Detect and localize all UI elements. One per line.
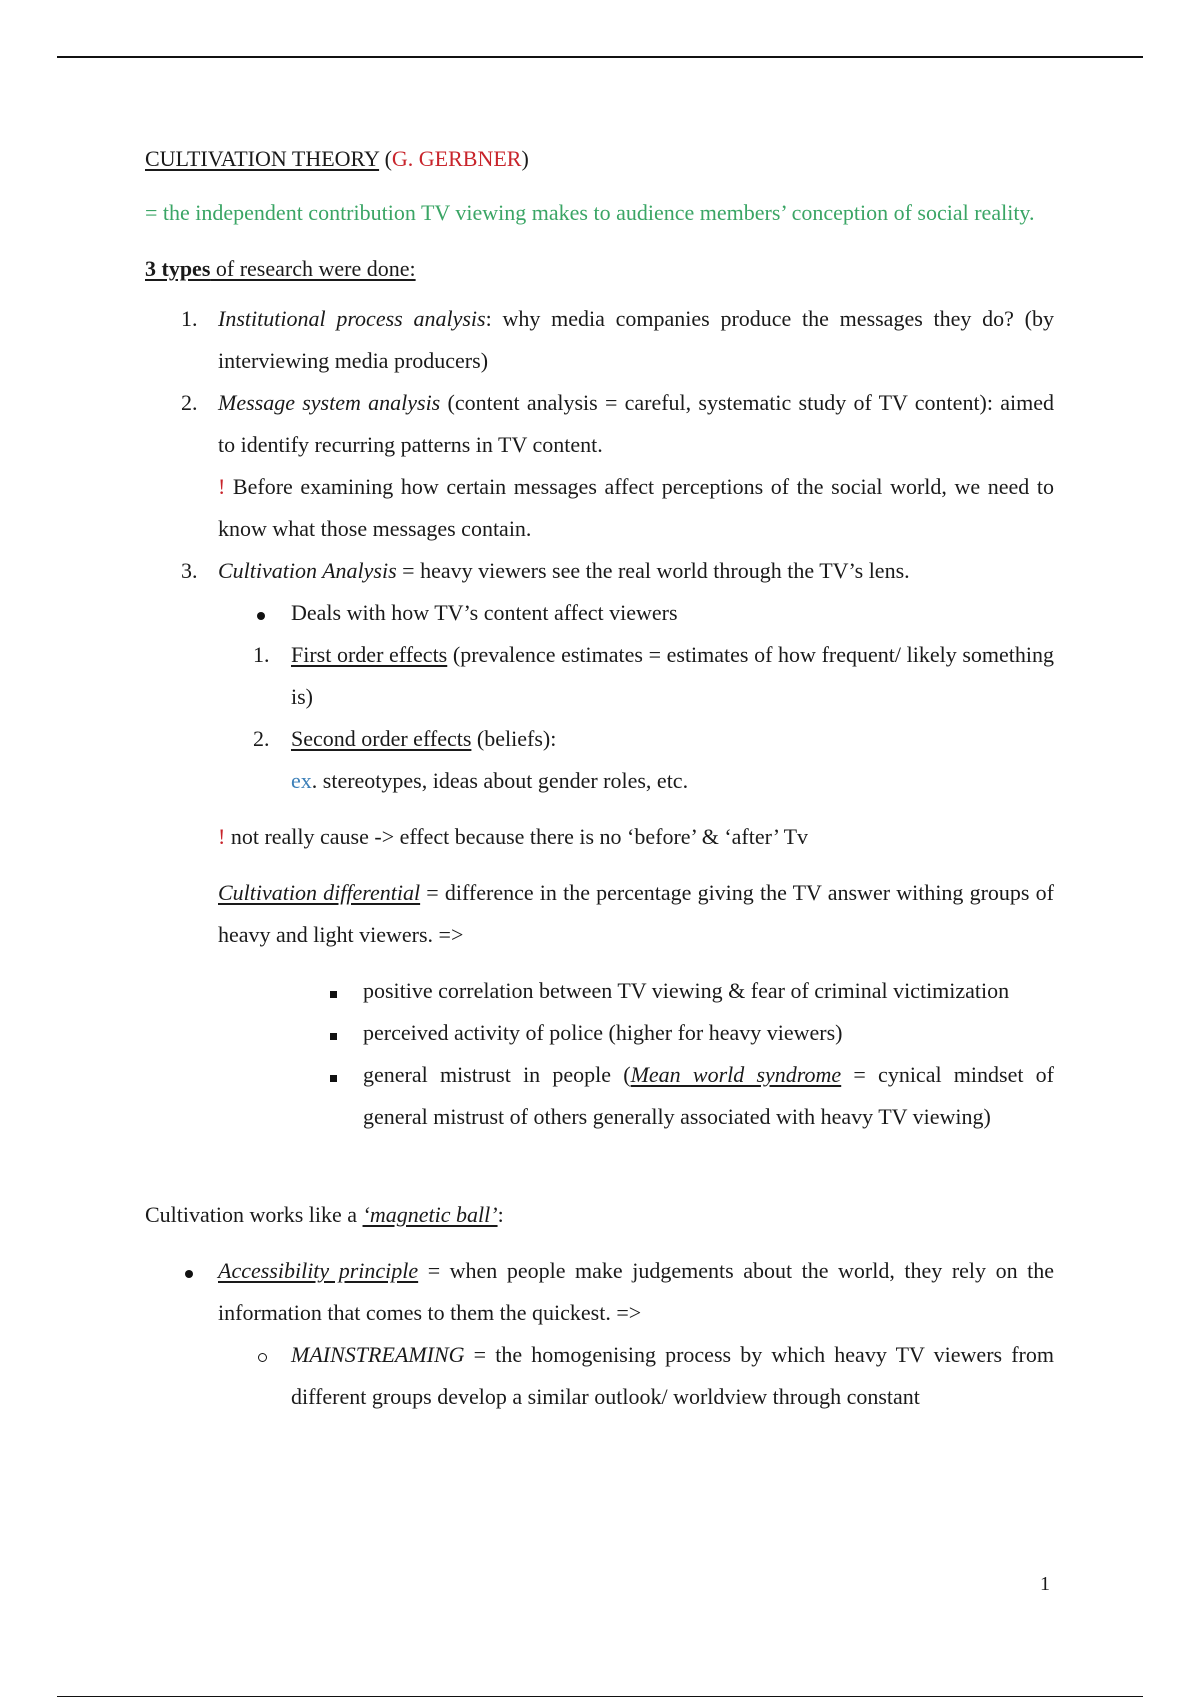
effect-text: (beliefs): — [471, 726, 557, 751]
effect-text: (prevalence estimates = estimates of how frequent/ likely something is) — [291, 642, 1054, 709]
title-author: G. GERBNER — [391, 146, 522, 171]
title-paren-close: ) — [521, 146, 529, 171]
footer-rule — [57, 1696, 1143, 1697]
research-item-1 — [145, 298, 1054, 382]
research-heading — [145, 248, 1054, 290]
magnetic-post: : — [497, 1202, 504, 1227]
effect-term: Second order effects — [291, 726, 472, 751]
list-number: 3. — [181, 558, 198, 583]
research-heading-bold: 3 types — [145, 256, 211, 281]
example-label: ex — [291, 768, 312, 793]
mean-world-term: Mean world syndrome — [630, 1062, 842, 1087]
circle-bullet-icon — [255, 1334, 267, 1376]
research-term: Message system analysis — [218, 390, 441, 415]
effect-item-2 — [145, 718, 1054, 760]
square-bullet-icon — [330, 1012, 337, 1054]
analysis-bullet — [145, 592, 1054, 634]
square-bullet-icon — [330, 1054, 337, 1096]
exclamation-mark: ! — [218, 824, 226, 849]
research-item-2 — [145, 382, 1054, 466]
finding-item-1 — [145, 970, 1054, 1012]
list-number: 2. — [181, 390, 198, 415]
research-text: (content analysis = careful, systematic study of TV content): aimed to identify recurring patterns in TV content. — [218, 390, 1054, 457]
note-cause-effect — [145, 816, 1054, 858]
finding-item-3 — [145, 1054, 1054, 1138]
title-paren-open: ( — [379, 146, 392, 171]
finding-text: perceived activity of police (higher for heavy viewers) — [363, 1020, 843, 1045]
accessibility-term: Accessibility principle — [218, 1258, 419, 1283]
finding-item-2 — [145, 1012, 1054, 1054]
differential-text: = difference in the percentage giving the TV answer withing groups of heavy and light viewers. => — [218, 880, 1054, 947]
bullet-icon — [181, 1250, 193, 1292]
research-text: = heavy viewers see the real world through the TV’s lens. — [396, 558, 910, 583]
example-line — [145, 760, 1054, 802]
research-text: : why media companies produce the messages they do? (by interviewing media producers) — [218, 306, 1055, 373]
research-term: Cultivation Analysis — [218, 558, 397, 583]
square-bullet-icon — [330, 970, 337, 1012]
analysis-bullet-text: Deals with how TV’s content affect viewers — [291, 600, 678, 625]
list-number: 2. — [253, 726, 270, 751]
magnetic-ball-line — [145, 1194, 1054, 1236]
finding-text: general mistrust in people ( — [363, 1062, 631, 1087]
page-title — [145, 138, 1054, 180]
mainstreaming-text: = the homogenising process by which heavy TV viewers from different groups develop a similar outlook/ worldview through constant — [291, 1342, 1054, 1409]
document-body — [145, 138, 1054, 1418]
bullet-icon — [253, 592, 265, 634]
page-number: 1 — [1040, 1573, 1050, 1595]
example-text: . stereotypes, ideas about gender roles, etc. — [311, 768, 689, 793]
note-before-examining — [145, 466, 1054, 550]
finding-text: positive correlation between TV viewing & fear of criminal victimization — [363, 978, 1010, 1003]
research-heading-rest: of research were done: — [210, 256, 416, 281]
magnetic-pre: Cultivation works like a — [145, 1202, 363, 1227]
accessibility-item — [145, 1250, 1054, 1334]
research-item-3 — [145, 550, 1054, 592]
definition-text: = the independent contribution TV viewing makes to audience members’ conception of social reality. — [145, 200, 1035, 225]
differential-term: Cultivation differential — [218, 880, 421, 905]
list-number: 1. — [253, 642, 270, 667]
header-rule — [57, 56, 1143, 58]
mainstreaming-term: MAINSTREAMING — [291, 1342, 465, 1367]
title-main: CULTIVATION THEORY — [145, 146, 380, 171]
list-number: 1. — [181, 306, 198, 331]
mainstreaming-item — [145, 1334, 1054, 1418]
research-term: Institutional process analysis — [218, 306, 486, 331]
magnetic-term: ‘magnetic ball’ — [362, 1202, 498, 1227]
note-text: not really cause -> effect because there is no ‘before’ & ‘after’ Tv — [225, 824, 809, 849]
cultivation-differential — [145, 872, 1054, 956]
effect-term: First order effects — [291, 642, 448, 667]
effect-item-1 — [145, 634, 1054, 718]
accessibility-text: = when people make judgements about the world, they rely on the information that comes to them the quickest. => — [218, 1258, 1054, 1325]
exclamation-mark: ! — [218, 474, 226, 499]
finding-text-cont: = cynical mindset of general mistrust of others generally associated with heavy TV viewing) — [363, 1062, 1054, 1129]
note-text: Before examining how certain messages affect perceptions of the social world, we need to know what those messages contain. — [218, 474, 1054, 541]
